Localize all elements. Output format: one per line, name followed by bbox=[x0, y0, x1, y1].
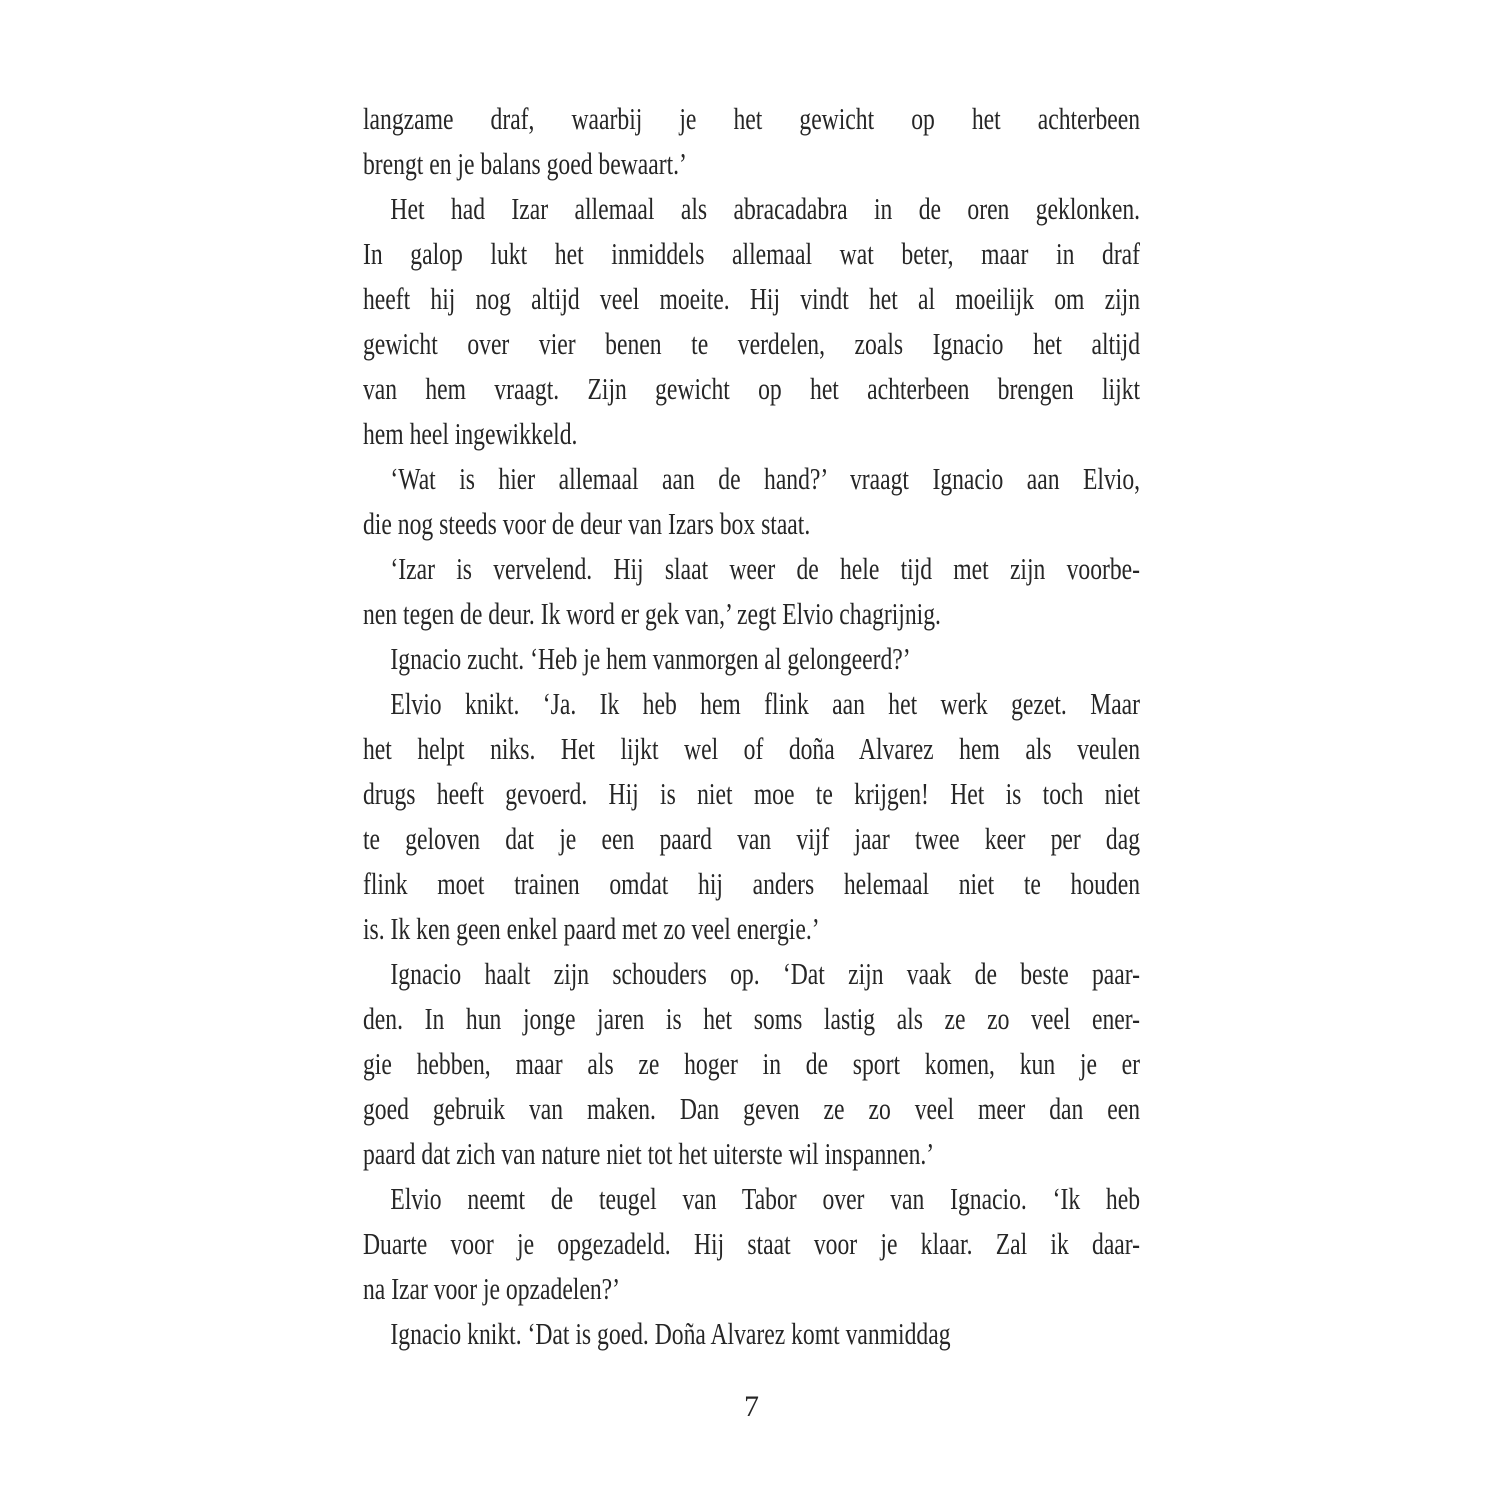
text-block bbox=[363, 96, 1140, 1356]
paragraph bbox=[363, 681, 1140, 951]
text-line: nen tegen de deur. Ik word er gek van,’ zegt Elvio chagrijnig. bbox=[363, 596, 941, 631]
paragraph bbox=[363, 186, 1140, 456]
text-line: hem heel ingewikkeld. bbox=[363, 416, 578, 451]
text-line: Duarte voor je opgezadeld. Hij staat voor je klaar. Zal ik daar- bbox=[363, 1226, 1141, 1261]
text-line: Ignacio haalt zijn schouders op. ‘Dat zijn vaak de beste paar- bbox=[390, 956, 1141, 991]
text-line: paard dat zich van nature niet tot het uiterste wil inspannen.’ bbox=[363, 1136, 935, 1171]
text-line: Elvio neemt de teugel van Tabor over van Ignacio. ‘Ik heb bbox=[390, 1181, 1141, 1216]
text-line: Ignacio knikt. ‘Dat is goed. Doña Alvarez komt vanmiddag bbox=[390, 1316, 951, 1351]
paragraph bbox=[363, 951, 1140, 1176]
text-line: te geloven dat je een paard van vijf jaar twee keer per dag bbox=[363, 821, 1141, 856]
text-line: In galop lukt het inmiddels allemaal wat beter, maar in draf bbox=[363, 236, 1141, 271]
text-line: gewicht over vier benen te verdelen, zoals Ignacio het altijd bbox=[363, 326, 1141, 361]
text-line: die nog steeds voor de deur van Izars box staat. bbox=[363, 506, 811, 541]
text-line: heeft hij nog altijd veel moeite. Hij vindt het al moeilijk om zijn bbox=[363, 281, 1141, 316]
paragraph bbox=[363, 636, 1140, 681]
text-line: ‘Wat is hier allemaal aan de hand?’ vraagt Ignacio aan Elvio, bbox=[390, 461, 1141, 496]
text-line: van hem vraagt. Zijn gewicht op het achterbeen brengen lijkt bbox=[363, 371, 1141, 406]
text-line: den. In hun jonge jaren is het soms lastig als ze zo veel ener- bbox=[363, 1001, 1141, 1036]
text-line: ‘Izar is vervelend. Hij slaat weer de hele tijd met zijn voorbe- bbox=[390, 551, 1141, 586]
text-line: Elvio knikt. ‘Ja. Ik heb hem flink aan het werk gezet. Maar bbox=[390, 686, 1141, 721]
text-line: goed gebruik van maken. Dan geven ze zo veel meer dan een bbox=[363, 1091, 1141, 1126]
text-line: brengt en je balans goed bewaart.’ bbox=[363, 146, 687, 181]
text-line: is. Ik ken geen enkel paard met zo veel energie.’ bbox=[363, 911, 820, 946]
paragraph bbox=[363, 1176, 1140, 1311]
paragraph bbox=[363, 456, 1140, 546]
paragraph bbox=[363, 96, 1140, 186]
page-number: 7 bbox=[744, 1390, 759, 1423]
text-line: flink moet trainen omdat hij anders helemaal niet te houden bbox=[363, 866, 1141, 901]
paragraph bbox=[363, 546, 1140, 636]
paragraph bbox=[363, 1311, 1140, 1356]
text-line: Het had Izar allemaal als abracadabra in de oren geklonken. bbox=[390, 191, 1141, 226]
text-line: gie hebben, maar als ze hoger in de sport komen, kun je er bbox=[363, 1046, 1141, 1081]
text-line: het helpt niks. Het lijkt wel of doña Alvarez hem als veulen bbox=[363, 731, 1141, 766]
text-line: na Izar voor je opzadelen?’ bbox=[363, 1271, 621, 1306]
text-line: drugs heeft gevoerd. Hij is niet moe te krijgen! Het is toch niet bbox=[363, 776, 1141, 811]
text-line: Ignacio zucht. ‘Heb je hem vanmorgen al gelongeerd?’ bbox=[390, 641, 911, 676]
text-line: langzame draf, waarbij je het gewicht op het achterbeen bbox=[363, 101, 1141, 136]
